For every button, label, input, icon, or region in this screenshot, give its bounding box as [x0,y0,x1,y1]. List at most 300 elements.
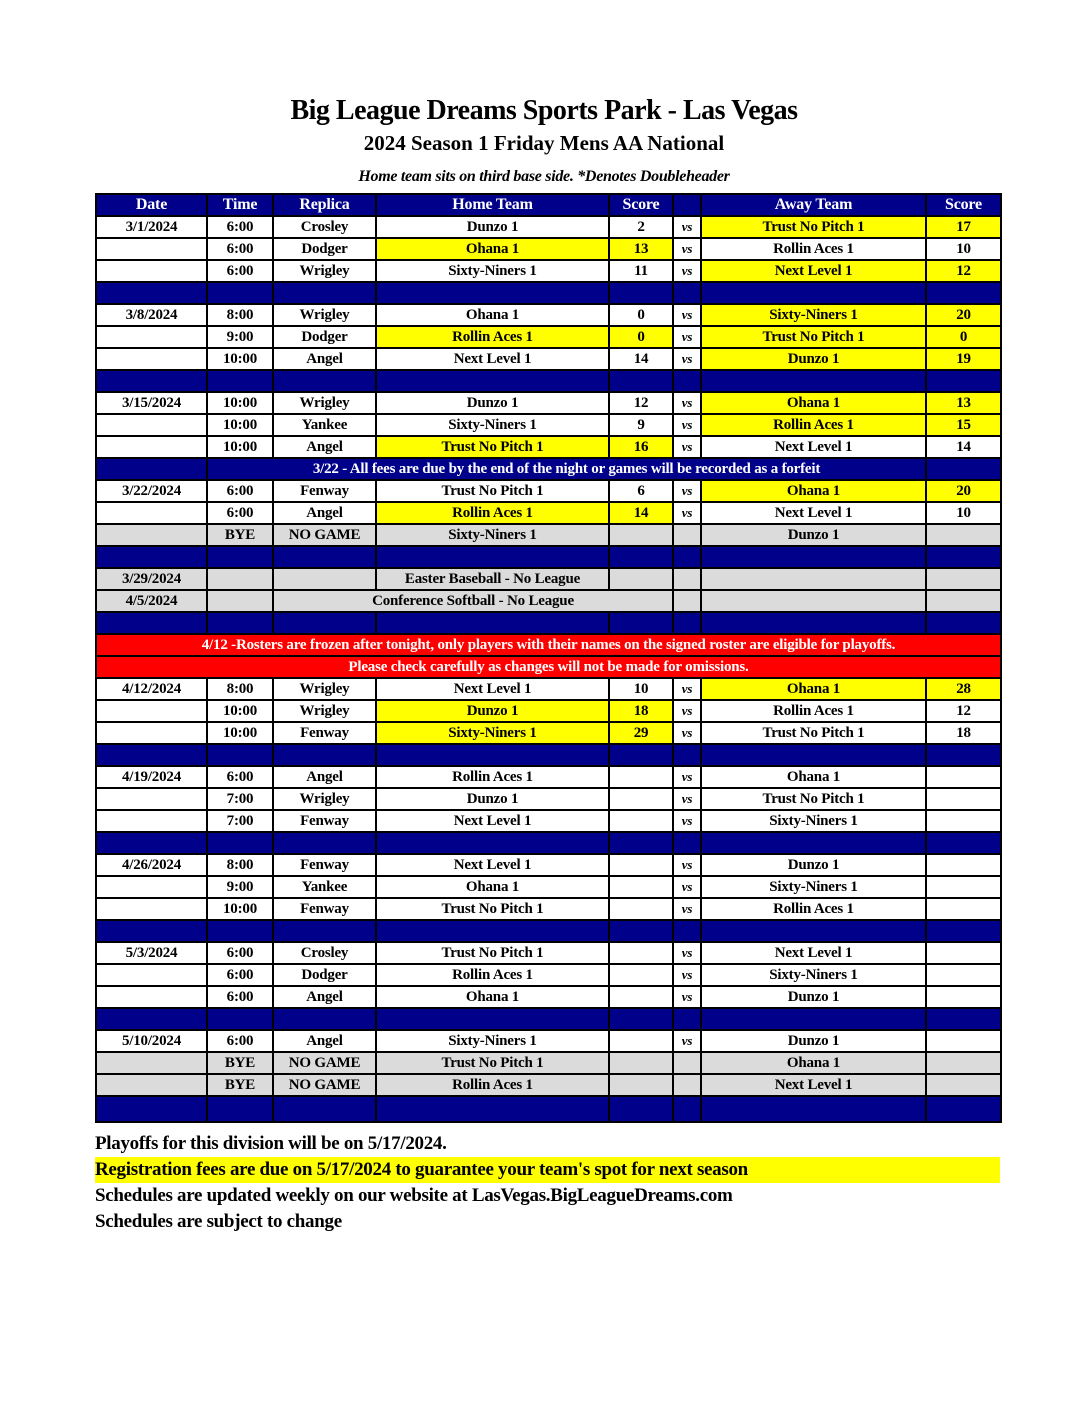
vs-cell: vs [673,326,701,348]
game-row [96,502,1001,524]
home-score-cell: 12 [609,392,673,414]
away-team-cell: Ohana 1 [701,766,926,788]
date-cell: 4/26/2024 [96,854,207,876]
home-team-cell: Ohana 1 [376,986,609,1008]
separator-cell [673,920,701,942]
away-team-cell: Next Level 1 [701,436,926,458]
home-score-cell: 16 [609,436,673,458]
home-score-cell: 0 [609,326,673,348]
away-score-cell [926,458,1001,480]
away-score-cell [926,810,1001,832]
home-team-cell: Next Level 1 [376,810,609,832]
date-cell [96,964,207,986]
header-row [96,194,1001,216]
away-score-cell [926,1074,1001,1096]
away-team-cell: Trust No Pitch 1 [701,326,926,348]
time-cell: 10:00 [207,722,273,744]
home-score-cell [609,942,673,964]
away-score-cell [926,964,1001,986]
separator-cell [609,282,673,304]
separator-cell [207,1096,273,1122]
separator-cell [701,282,926,304]
home-team-cell: Rollin Aces 1 [376,1074,609,1096]
separator-cell [609,744,673,766]
time-cell: 6:00 [207,480,273,502]
vs-cell: vs [673,304,701,326]
date-cell: 3/1/2024 [96,216,207,238]
time-cell: 10:00 [207,898,273,920]
date-cell [96,348,207,370]
vs-cell: vs [673,788,701,810]
column-header-vs [673,194,701,216]
vs-cell: vs [673,480,701,502]
away-score-cell [926,942,1001,964]
separator-cell [673,744,701,766]
bye-row [96,1052,1001,1074]
separator-row [96,282,1001,304]
home-score-cell: 0 [609,304,673,326]
vs-cell: vs [673,414,701,436]
separator-cell [96,612,207,634]
replica-cell: Fenway [273,898,376,920]
fees-note-row [96,458,1001,480]
date-cell: 4/19/2024 [96,766,207,788]
separator-cell [207,612,273,634]
separator-cell [609,546,673,568]
separator-cell [273,920,376,942]
replica-cell: Crosley [273,942,376,964]
separator-cell [609,370,673,392]
home-score-cell: 2 [609,216,673,238]
game-row [96,238,1001,260]
game-row [96,326,1001,348]
vs-cell [673,1074,701,1096]
home-score-cell [609,1052,673,1074]
vs-cell [673,590,701,612]
home-score-cell [609,1030,673,1052]
roster-note-row [96,656,1001,678]
home-score-cell: 9 [609,414,673,436]
time-cell: BYE [207,524,273,546]
game-row [96,986,1001,1008]
time-cell: 9:00 [207,876,273,898]
away-score-cell: 12 [926,700,1001,722]
away-score-cell: 17 [926,216,1001,238]
replica-cell: Wrigley [273,700,376,722]
separator-row [96,1008,1001,1030]
game-row [96,722,1001,744]
home-score-cell: 11 [609,260,673,282]
away-score-cell [926,986,1001,1008]
away-score-cell [926,854,1001,876]
table-body [96,216,1001,1122]
footer-registration-line: Registration fees are due on 5/17/2024 to guarantee your team's spot for next season [95,1157,1000,1183]
separator-cell [609,1008,673,1030]
column-header-home-team: Home Team [376,194,609,216]
separator-cell [701,1096,926,1122]
home-team-cell: Trust No Pitch 1 [376,1052,609,1074]
away-team-cell: Dunzo 1 [701,348,926,370]
date-cell [96,788,207,810]
away-score-cell: 12 [926,260,1001,282]
game-row [96,1030,1001,1052]
game-row [96,876,1001,898]
separator-cell [673,612,701,634]
home-score-cell [609,898,673,920]
home-team-note: Home team sits on third base side. *Denotes Doubleheader [358,168,730,185]
away-score-cell [926,568,1001,590]
separator-cell [376,546,609,568]
separator-cell [701,920,926,942]
note-text-cell: 3/22 - All fees are due by the end of the night or games will be recorded as a forfeit [207,458,926,480]
vs-cell: vs [673,392,701,414]
replica-cell: Angel [273,1030,376,1052]
column-header-away-team: Away Team [701,194,926,216]
home-team-cell: Trust No Pitch 1 [376,898,609,920]
vs-cell: vs [673,502,701,524]
replica-cell: Dodger [273,326,376,348]
separator-cell [701,612,926,634]
vs-cell: vs [673,216,701,238]
game-row [96,260,1001,282]
home-team-cell: Ohana 1 [376,304,609,326]
vs-cell [673,524,701,546]
away-team-cell: Rollin Aces 1 [701,414,926,436]
separator-cell [673,832,701,854]
footer [95,1131,1088,1235]
away-score-cell: 19 [926,348,1001,370]
replica-cell: Angel [273,986,376,1008]
info-row [96,568,1001,590]
time-cell: 10:00 [207,348,273,370]
separator-cell [96,832,207,854]
date-cell [96,810,207,832]
vs-cell [673,568,701,590]
replica-cell: NO GAME [273,1074,376,1096]
home-team-cell: Rollin Aces 1 [376,766,609,788]
info-text-cell: Easter Baseball - No League [376,568,609,590]
away-score-cell [926,766,1001,788]
separator-row [96,920,1001,942]
game-row [96,392,1001,414]
away-team-cell: Ohana 1 [701,480,926,502]
away-score-cell: 18 [926,722,1001,744]
away-team-cell: Dunzo 1 [701,854,926,876]
away-score-cell [926,590,1001,612]
game-row [96,700,1001,722]
date-cell: 3/15/2024 [96,392,207,414]
away-team-cell: Dunzo 1 [701,524,926,546]
vs-cell: vs [673,810,701,832]
separator-cell [96,920,207,942]
game-row [96,216,1001,238]
home-score-cell: 14 [609,348,673,370]
separator-cell [96,744,207,766]
separator-cell [926,1096,1001,1122]
separator-cell [96,1008,207,1030]
away-score-cell: 14 [926,436,1001,458]
home-team-cell: Sixty-Niners 1 [376,1030,609,1052]
time-cell: 7:00 [207,788,273,810]
vs-cell [673,1052,701,1074]
roster-note-row [96,634,1001,656]
note-text-cell: 4/12 -Rosters are frozen after tonight, only players with their names on the signed roster are eligible for playoffs. [96,634,1001,656]
time-cell [207,568,273,590]
away-team-cell: Next Level 1 [701,260,926,282]
time-cell: 6:00 [207,260,273,282]
home-team-cell: Next Level 1 [376,678,609,700]
time-cell: BYE [207,1052,273,1074]
replica-cell: Wrigley [273,260,376,282]
separator-cell [207,546,273,568]
column-header-time: Time [207,194,273,216]
time-cell: 6:00 [207,216,273,238]
separator-cell [926,370,1001,392]
home-score-cell [609,1074,673,1096]
date-cell: 5/10/2024 [96,1030,207,1052]
time-cell: 10:00 [207,700,273,722]
separator-row [96,744,1001,766]
away-score-cell [926,876,1001,898]
separator-row [96,612,1001,634]
game-row [96,766,1001,788]
date-cell [96,238,207,260]
separator-cell [96,546,207,568]
separator-cell [926,1008,1001,1030]
separator-cell [96,282,207,304]
replica-cell: Angel [273,348,376,370]
bye-row [96,524,1001,546]
separator-cell [926,832,1001,854]
away-team-cell: Ohana 1 [701,1052,926,1074]
vs-cell: vs [673,722,701,744]
away-team-cell [701,590,926,612]
home-score-cell: 10 [609,678,673,700]
vs-cell: vs [673,854,701,876]
date-cell [96,326,207,348]
replica-cell: Wrigley [273,304,376,326]
game-row [96,304,1001,326]
replica-cell: Yankee [273,876,376,898]
away-score-cell [926,898,1001,920]
home-team-cell: Dunzo 1 [376,392,609,414]
footer-website-line: Schedules are updated weekly on our website at LasVegas.BigLeagueDreams.com [95,1185,733,1206]
separator-cell [207,282,273,304]
vs-cell: vs [673,436,701,458]
date-cell: 3/22/2024 [96,480,207,502]
home-score-cell: 29 [609,722,673,744]
date-cell [96,458,207,480]
separator-cell [926,612,1001,634]
separator-cell [376,282,609,304]
vs-cell: vs [673,238,701,260]
separator-cell [376,1008,609,1030]
page-title: Big League Dreams Sports Park - Las Vegas [290,95,798,126]
home-score-cell [609,986,673,1008]
separator-cell [376,612,609,634]
away-team-cell: Rollin Aces 1 [701,238,926,260]
home-score-cell [609,568,673,590]
replica-cell: Crosley [273,216,376,238]
time-cell: 9:00 [207,326,273,348]
vs-cell: vs [673,260,701,282]
schedule-table [95,193,1002,1123]
separator-cell [207,920,273,942]
vs-cell: vs [673,348,701,370]
home-team-cell: Dunzo 1 [376,700,609,722]
game-row [96,678,1001,700]
home-team-cell: Trust No Pitch 1 [376,942,609,964]
time-cell: 8:00 [207,678,273,700]
home-score-cell: 13 [609,238,673,260]
away-team-cell: Trust No Pitch 1 [701,216,926,238]
separator-cell [609,920,673,942]
footer-subject-line: Schedules are subject to change [95,1211,342,1232]
game-row [96,436,1001,458]
away-team-cell: Trust No Pitch 1 [701,788,926,810]
date-cell: 3/29/2024 [96,568,207,590]
time-cell: 6:00 [207,238,273,260]
home-score-cell [609,766,673,788]
time-cell: 6:00 [207,766,273,788]
home-score-cell: 6 [609,480,673,502]
time-cell: 6:00 [207,502,273,524]
separator-cell [96,370,207,392]
replica-cell: NO GAME [273,1052,376,1074]
away-team-cell: Sixty-Niners 1 [701,876,926,898]
away-team-cell: Dunzo 1 [701,986,926,1008]
away-team-cell: Rollin Aces 1 [701,898,926,920]
vs-cell: vs [673,1030,701,1052]
game-row [96,348,1001,370]
bye-row [96,1074,1001,1096]
date-cell [96,722,207,744]
separator-cell [673,1008,701,1030]
separator-cell [273,282,376,304]
away-score-cell: 28 [926,678,1001,700]
home-team-cell: Sixty-Niners 1 [376,722,609,744]
away-score-cell [926,1030,1001,1052]
column-header-replica: Replica [273,194,376,216]
separator-cell [926,920,1001,942]
home-team-cell: Dunzo 1 [376,788,609,810]
column-header-date: Date [96,194,207,216]
time-cell: 7:00 [207,810,273,832]
date-cell [96,436,207,458]
home-team-cell: Ohana 1 [376,876,609,898]
table-header [96,194,1001,216]
away-team-cell: Sixty-Niners 1 [701,304,926,326]
page-subtitle: 2024 Season 1 Friday Mens AA National [363,131,725,155]
separator-cell [926,744,1001,766]
time-cell: 6:00 [207,986,273,1008]
vs-cell: vs [673,700,701,722]
home-score-cell [609,810,673,832]
home-team-cell: Ohana 1 [376,238,609,260]
date-cell [96,898,207,920]
home-team-cell: Sixty-Niners 1 [376,260,609,282]
away-score-cell [926,1052,1001,1074]
home-team-cell: Rollin Aces 1 [376,964,609,986]
vs-cell: vs [673,766,701,788]
separator-cell [273,370,376,392]
replica-cell: Wrigley [273,392,376,414]
home-score-cell [609,788,673,810]
date-cell [96,1052,207,1074]
vs-cell: vs [673,876,701,898]
time-cell: 8:00 [207,854,273,876]
away-score-cell: 20 [926,480,1001,502]
vs-cell: vs [673,678,701,700]
separator-row [96,1096,1001,1122]
replica-cell: Yankee [273,414,376,436]
separator-cell [273,612,376,634]
home-team-cell: Sixty-Niners 1 [376,524,609,546]
separator-cell [673,546,701,568]
time-cell: 6:00 [207,942,273,964]
replica-cell: Fenway [273,854,376,876]
home-team-cell: Rollin Aces 1 [376,326,609,348]
separator-cell [273,1008,376,1030]
away-team-cell: Next Level 1 [701,1074,926,1096]
footer-playoffs-line: Playoffs for this division will be on 5/17/2024. [95,1133,447,1154]
home-score-cell [609,524,673,546]
separator-cell [673,1096,701,1122]
replica-cell: Fenway [273,810,376,832]
separator-cell [673,370,701,392]
date-cell [96,524,207,546]
vs-cell: vs [673,898,701,920]
separator-cell [207,744,273,766]
time-cell: 6:00 [207,964,273,986]
separator-cell [96,1096,207,1122]
separator-cell [701,546,926,568]
separator-cell [273,744,376,766]
separator-cell [273,832,376,854]
separator-row [96,546,1001,568]
separator-cell [376,1096,609,1122]
replica-cell: Fenway [273,722,376,744]
home-team-cell: Trust No Pitch 1 [376,480,609,502]
date-cell [96,502,207,524]
away-score-cell: 10 [926,238,1001,260]
date-cell: 5/3/2024 [96,942,207,964]
column-header-home-score: Score [609,194,673,216]
date-cell [96,700,207,722]
away-score-cell: 20 [926,304,1001,326]
replica-cell: Wrigley [273,788,376,810]
separator-cell [273,1096,376,1122]
date-cell [96,986,207,1008]
vs-cell: vs [673,986,701,1008]
separator-cell [609,1096,673,1122]
home-score-cell [609,876,673,898]
vs-cell: vs [673,942,701,964]
away-team-cell: Sixty-Niners 1 [701,810,926,832]
info-row [96,590,1001,612]
separator-cell [207,370,273,392]
home-team-cell: Dunzo 1 [376,216,609,238]
separator-cell [609,612,673,634]
home-team-cell: Next Level 1 [376,854,609,876]
note-text-cell: Please check carefully as changes will not be made for omissions. [96,656,1001,678]
home-team-cell: Rollin Aces 1 [376,502,609,524]
date-cell [96,1074,207,1096]
away-team-cell: Trust No Pitch 1 [701,722,926,744]
home-score-cell [609,854,673,876]
replica-cell: NO GAME [273,524,376,546]
separator-cell [673,282,701,304]
